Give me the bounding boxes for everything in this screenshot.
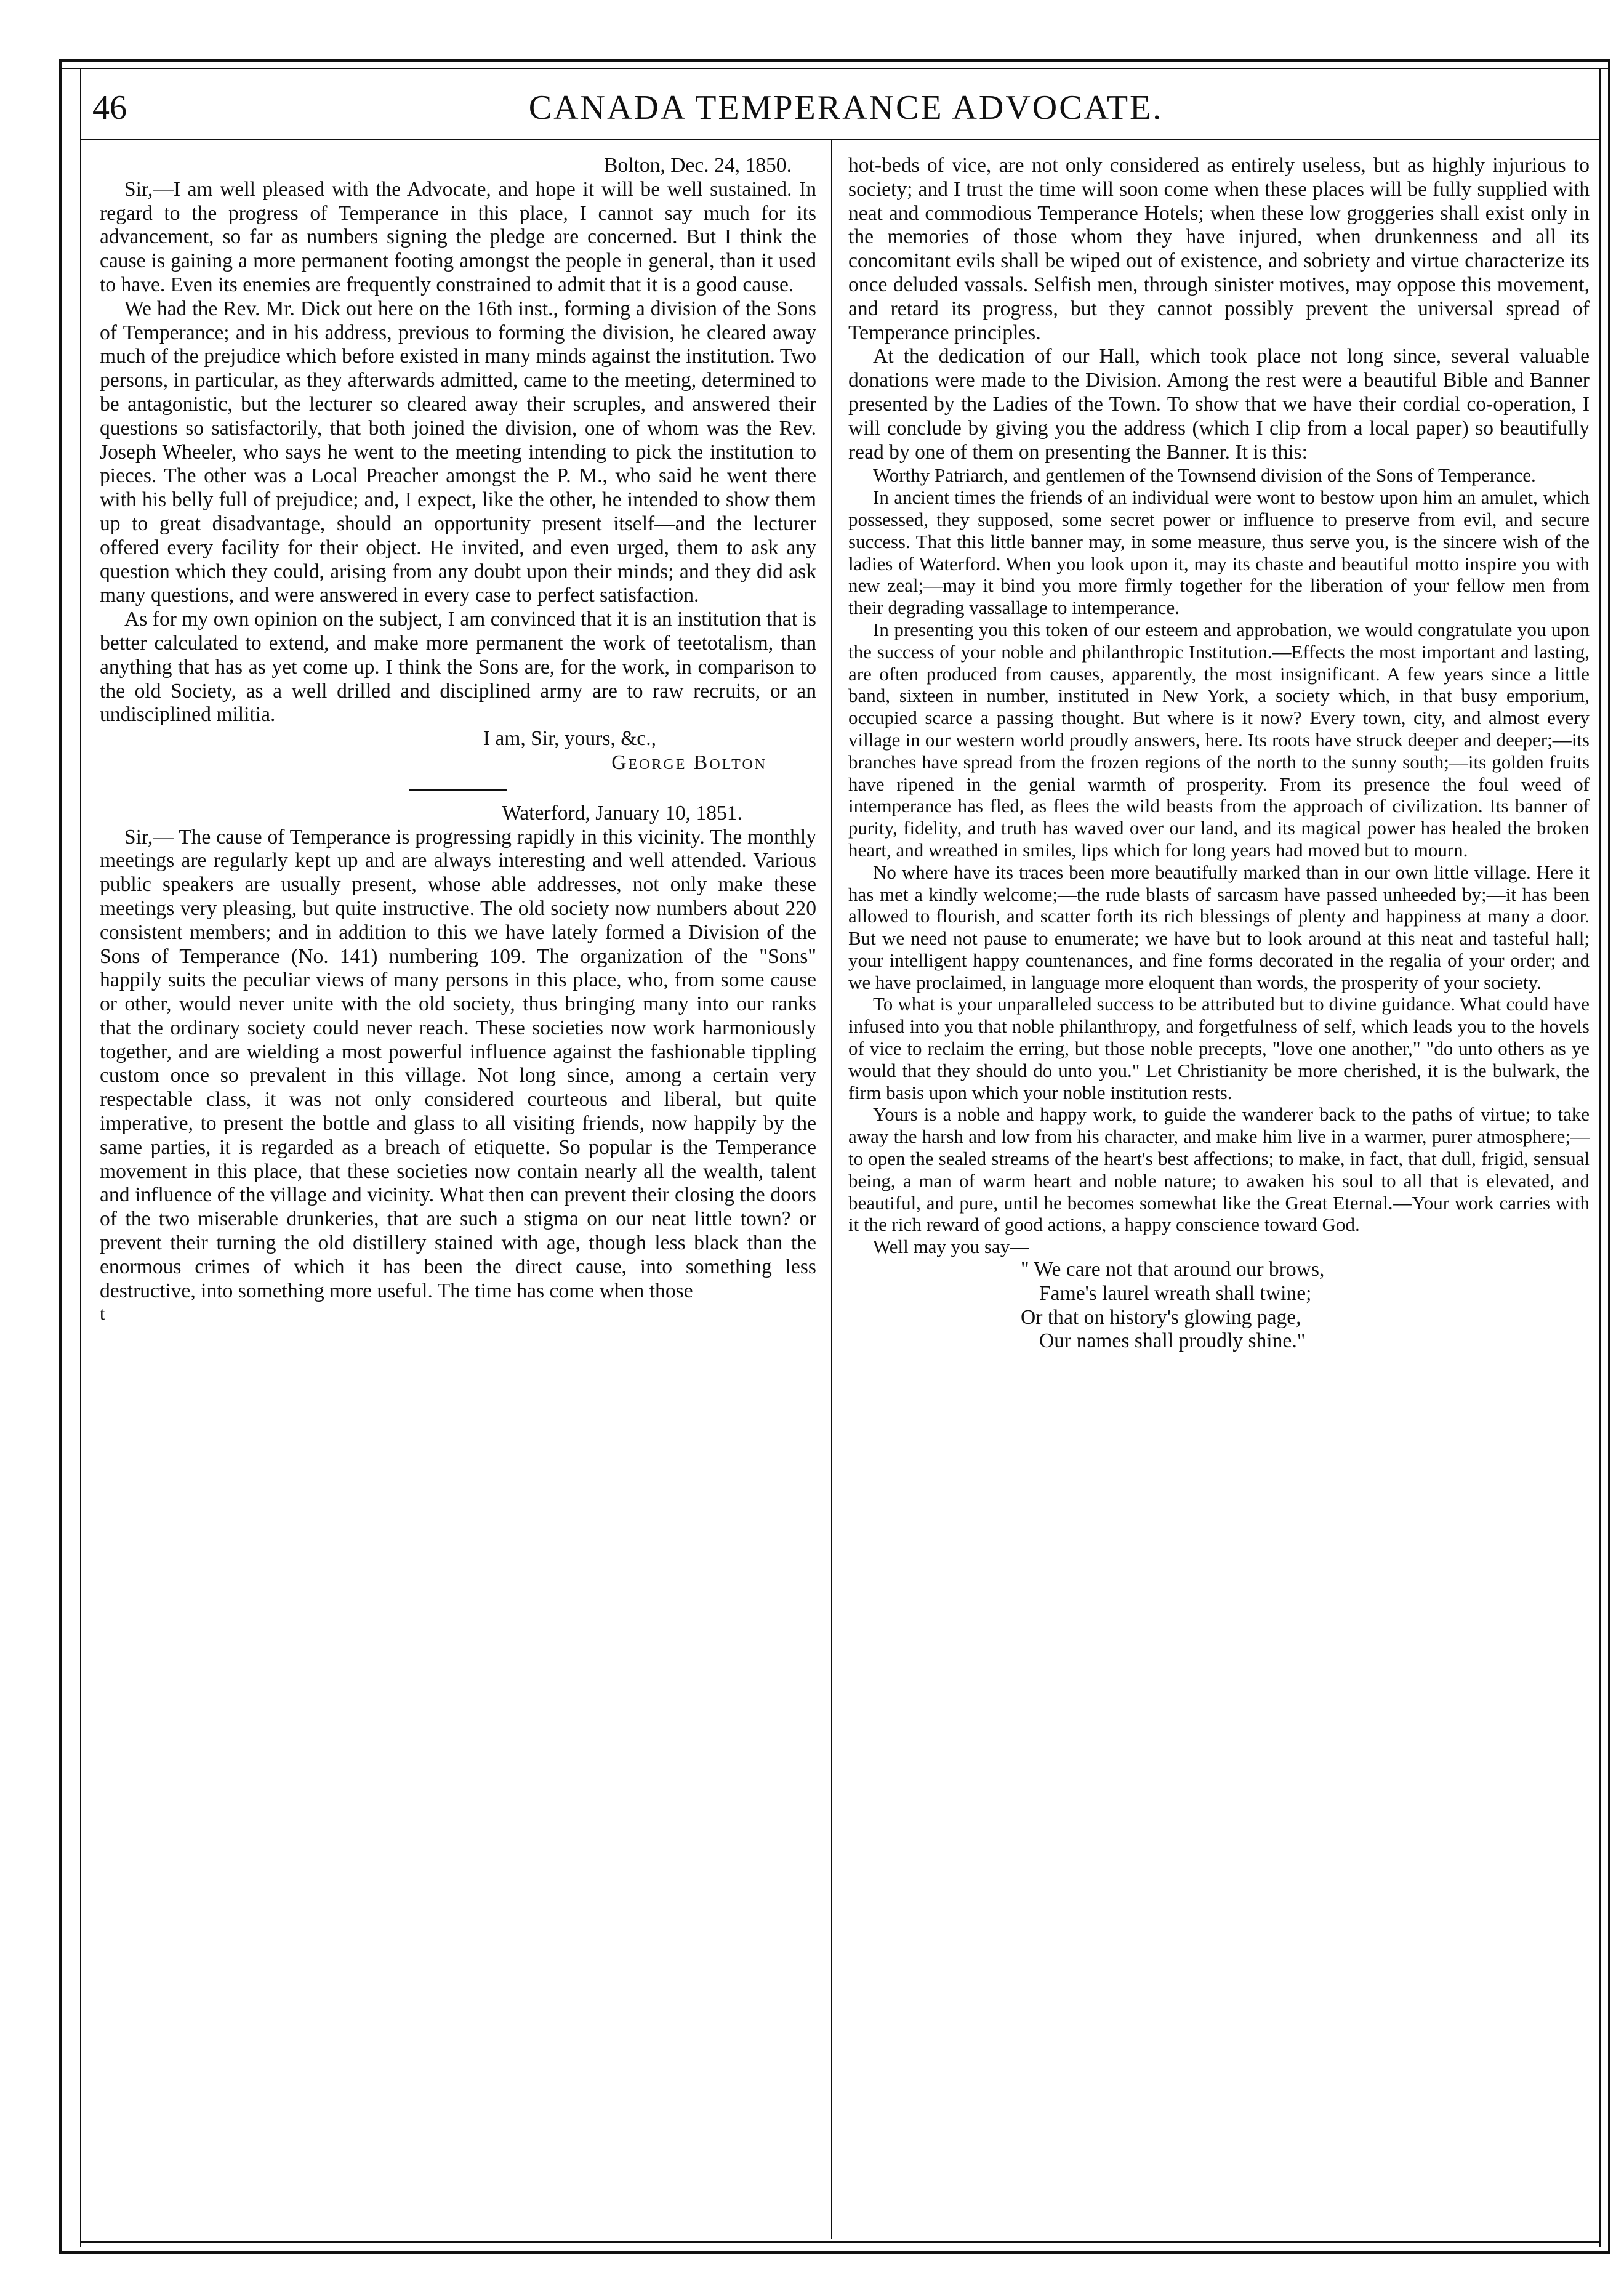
left-column (100, 154, 816, 2229)
left-rule-outer (59, 59, 62, 2251)
bolton-paragraph-3: As for my own opinion on the subject, I am convinced that it is an institution that is better calculated to extend, and make more permanent the work of teetotalism, than anything that has as yet come up. I think the Sons are, for the work, in comparison to the old Society, as a well drilled and disciplined army are to raw recruits, or an undisciplined militia. (100, 608, 816, 727)
bolton-signature (100, 751, 816, 775)
waterford-paragraph-1-continued: hot-beds of vice, are not only considered as entirely useless, but as highly injurious to society; and I trust the time will soon come when these places will be fully supplied with neat and commodious Temperance Hotels; when these low groggeries shall exist only in the memories of those whom they have injured, when drunkenness and all its concomitant evils shall be wiped out of existence, and sobriety and virtue characterize its once deluded vassals. Selfish men, through sinister motives, may oppose this movement, and retard its progress, but they cannot possibly prevent the universal spread of Temperance principles. (848, 154, 1590, 344)
column-rule (831, 139, 832, 2239)
bolton-paragraph-1: Sir,—I am well pleased with the Advocate, and hope it will be well sustained. In regard to the progress of Temperance in this place, I cannot say much for its advancement, so far as numbers signing the pledge are concerned. But I think the cause is gaining a more permanent footing amongst the people in general, than it used to have. Even its enemies are frequently constrained to admit that it is a good cause. (100, 177, 816, 296)
section-divider (409, 789, 507, 791)
masthead-title: CANADA TEMPERANCE ADVOCATE. (528, 89, 1164, 127)
top-rule-outer (59, 59, 1610, 62)
bolton-paragraph-2: We had the Rev. Mr. Dick out here on the 16th inst., forming a division of the Sons of Temperance; and in his address, previous to forming the division, he cleared away much of the prejudice which before existed in many minds against the institution. Two persons, in particular, as they afterwards admitted, came to the meeting, determined to be antagonistic, but the lecturer so cleared away their scruples, and answered their questions so satisfactorily, that both joined the division, one of whom was the Rev. Joseph Wheeler, who says he went to the meeting intending to pick the institution to pieces. The other was a Local Preacher amongst the P. M., who said he went there with his belly full of prejudice; and, I expect, like the other, he intended to show them up to great disadvantage, should an opportunity present itself—and the lecturer offered every facility for their object. He invited, and even urged, them to ask any question which they could, arising from any doubt upon their minds; and they did ask many questions, and were answered in every case to perfect satisfaction. (100, 297, 816, 607)
left-rule-inner (80, 68, 81, 2247)
signature-name: George Bolton (611, 751, 767, 774)
verse-line: Our names shall proudly shine." (1039, 1329, 1306, 1353)
closing-verse (848, 1258, 1590, 1353)
address-paragraph-1: In ancient times the friends of an individual were wont to bestow upon him an amulet, which possessed, they supposed, some secret power or influence to preserve from evil, and secure success. That this little banner may, in some measure, thus serve you, is the sincere wish of the ladies of Waterford. When you look upon it, may its chaste and beautiful motto inspire you with new zeal;—may it bind you more firmly together for the liberation of your fellow men from their degrading vassallage to intemperance. (848, 486, 1590, 619)
banner-address (848, 464, 1590, 1353)
bolton-closing: I am, Sir, yours, &c., (483, 727, 656, 751)
address-paragraph-2: In presenting you this token of our esteem and approbation, we would congratulate you upon the success of your noble and philanthropic Institution.—Effects the most important and lasting, are often produced from causes, apparently, the most insignificant. A few years since a little band, sixteen in number, instituted in New York, a society which, in that busy emporium, occupied scarce a passing thought. But where is it now? Every town, city, and almost every village in our western world proudly answers, here. Its roots have struck deeper and deeper;—its branches have spread from the frozen regions of the north to the sunny south;—its golden fruits have ripened in the genial warmth of prosperity. From its presence the foul weed of intemperance has fled, as flees the wild beasts from the approach of civilization. Its banner of purity, fidelity, and truth has waved over our land, and its magical power has healed the broken heart, and wreathed in smiles, lips which for long years had moved but to mourn. (848, 618, 1590, 861)
page-number: 46 (92, 89, 127, 127)
address-paragraph-3: No where have its traces been more beautifully marked than in our own little village. Here it has met a kindly welcome;—the rude blasts of sarcasm have passed unheeded by;—it has been allowed to flourish, and scatter forth its rich blessings of plenty and happiness at many a door. But we need not pause to enumerate; we have but to look around at this neat and tasteful hall; your intelligent happy countenances, and fine forms decorated in the regalia of your order; and we have proclaimed, in language more eloquent than words, the prosperity of your society. (848, 861, 1590, 993)
address-paragraph-4: To what is your unparalleled success to be attributed but to divine guidance. What could have infused into you that noble philanthropy, and forgetfulness of self, which leads you to the hovels of vice to reclaim the erring, but those noble precepts, "love one another," "do unto others as ye would that they should do unto you." Let Christianity be more cherished, it is the bulwark, the firm basis upon which your noble institution rests. (848, 993, 1590, 1103)
bolton-dateline: Bolton, Dec. 24, 1850. (604, 154, 792, 177)
waterford-paragraph-2: At the dedication of our Hall, which took place not long since, several valuable donations were made to the Division. Among the rest were a beautiful Bible and Banner presented by the Ladies of the Town. To show that we have their cordial co-operation, I will conclude by giving you the address (which I clip from a local paper) so beautifully read by one of them on presenting the Banner. It is this: (848, 345, 1590, 464)
bottom-rule-outer (59, 2251, 1610, 2254)
right-rule-inner (1599, 68, 1601, 2247)
verse-line: " We care not that around our brows, (1021, 1258, 1325, 1281)
waterford-dateline: Waterford, January 10, 1851. (502, 801, 742, 824)
address-salutation: Worthy Patriarch, and gentlemen of the Townsend division of the Sons of Temperance. (873, 464, 1536, 486)
bolton-letter (100, 154, 816, 775)
footer-mark: t (100, 1304, 105, 1324)
right-rule-outer (1608, 59, 1610, 2251)
bottom-rule-inner (80, 2241, 1601, 2243)
top-rule-inner (59, 68, 1610, 69)
address-paragraph-6: Well may you say— (873, 1236, 1029, 1258)
header-rule (80, 139, 1601, 140)
address-paragraph-5: Yours is a noble and happy work, to guide the wanderer back to the paths of virtue; to take away the harsh and low from his character, and make him live in a warmer, purer atmosphere;—to open the sealed streams of the heart's best affections; to make, in fact, that dull, frigid, sensual being, a man of warm heart and noble nature; to awaken his soul to all that is elevated, and beautiful, and pure, until he becomes somewhat like the Great Eternal.—Your work carries with it the rich reward of good actions, a happy conscience toward God. (848, 1103, 1590, 1236)
waterford-paragraph-1: Sir,— The cause of Temperance is progressing rapidly in this vicinity. The monthly meetings are regularly kept up and are always interesting and well attended. Various public speakers are usually present, whose able addresses, not only make these meetings very pleasing, but quite instructive. The old society now numbers about 220 consistent members; and in addition to this we have lately formed a Division of the Sons of Temperance (No. 141) numbering 109. The organization of the "Sons" happily suits the peculiar views of many persons in this place, who, from some cause or other, would never unite with the old society, thus bringing many into our ranks that the ordinary society could never reach. These societies now work harmoniously together, and are wielding a most powerful influence against the fashionable tippling custom once so prevalent in this village. Not long since, among a certain very respectable class, it was not only considered courteous and liberal, but quite imperative, to present the bottle and glass to all visiting friends, now happily by the same parties, it is regarded as a breach of etiquette. So popular is the Temperance movement in this place, that these societies now contain nearly all the wealth, talent and influence of the village and vicinity. What then can prevent their closing the doors of the two miserable drunkeries, that are such a stigma on our neat little town? or prevent their turning the old distillery stained with age, though less black than the enormous crimes of which it has been the direct cause, into something less destructive, into something more useful. The time has come when those (100, 825, 816, 1302)
page-header (92, 80, 1599, 135)
verse-line: Or that on history's glowing page, (1021, 1305, 1301, 1329)
verse-line: Fame's laurel wreath shall twine; (1039, 1281, 1312, 1305)
right-column (848, 154, 1590, 2229)
waterford-letter (100, 802, 816, 1326)
